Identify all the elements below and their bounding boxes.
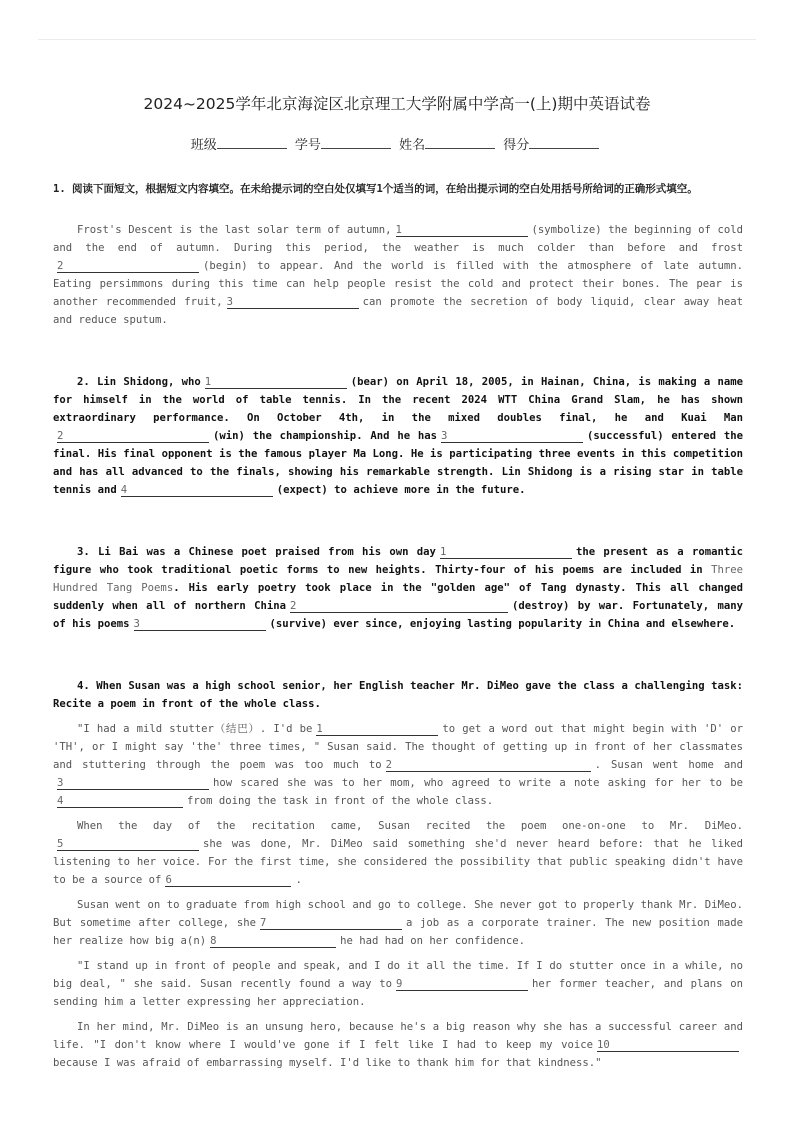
blank-10[interactable]: 10 — [597, 1039, 739, 1052]
name-label: 姓名 — [399, 138, 426, 153]
blank-1[interactable]: 1 — [205, 376, 347, 389]
text: When the day of the recitation came, Susan recited the poem one-on-one to Mr. DiMeo. — [77, 820, 743, 832]
blank-5[interactable]: 5 — [57, 838, 199, 851]
passage-1 — [53, 221, 743, 329]
passage-4-paragraph-1 — [53, 720, 743, 810]
text: (bear) on April 18, 2005, in Hainan, China, is making a name for himself in the world of table tennis. In the recent 2024 WTT China Grand Slam, he has shown extraordinary performance. On October 4th, in the mixed doubles final, he and Kuai Man — [53, 376, 743, 424]
blank-6[interactable]: 6 — [165, 874, 291, 887]
text: to get a word out that might begin with 'D' or 'TH', or I might say 'the' three times, " Susan said. The thought of getting up in front of her classmates and stuttering through the poem was too much to — [53, 723, 744, 771]
text: (begin) to appear. And the world is filled with the atmosphere of late autumn. Eating persimmons during this time can help people resist the cold and protect their bones. The pear is another recommended fruit, — [53, 260, 743, 308]
blank-4[interactable]: 4 — [121, 484, 273, 497]
blank-3[interactable]: 3 — [441, 430, 583, 443]
text: (survive) ever since, enjoying lasting popularity in China and elsewhere. — [269, 618, 736, 630]
blank-3[interactable]: 3 — [57, 777, 209, 790]
text: she was done, Mr. DiMeo said something she'd never heard before: that he liked listening to her voice. For the first time, she considered the possibility that public speaking didn't have to be a source of — [53, 838, 743, 886]
text: (successful) entered the final. His final opponent is the famous player Ma Long. He is participating three events in this competition and has all advanced to the finals, showing his remarkable strength. Lin Shidong is a rising star in table tennis and — [53, 430, 743, 496]
passage-4-paragraph-4 — [53, 957, 743, 1011]
blank-1[interactable]: 1 — [440, 546, 572, 559]
blank-1[interactable]: 1 — [396, 224, 528, 237]
passage-4 — [53, 677, 743, 1072]
text: "I had a mild stutter（结巴）. I'd be — [77, 723, 313, 735]
score-label: 得分 — [503, 138, 530, 153]
class-blank[interactable] — [217, 135, 287, 149]
text: can promote the secretion of body liquid, clear away heat and reduce sputum. — [53, 296, 743, 326]
text: (symbolize) the beginning of cold and the end of autumn. During this period, the weather is much colder than before and frost — [53, 224, 743, 254]
passage-3 — [53, 543, 743, 633]
passage-2 — [53, 373, 743, 499]
text: In her mind, Mr. DiMeo is an unsung hero, because he's a big reason why she has a successful career and life. "I don't know where I would've gone if I felt like I had to keep my voice — [53, 1021, 743, 1051]
text: a job as a corporate trainer. The new position made her realize how big a(n) — [53, 917, 743, 947]
passage-1-paragraph — [53, 221, 743, 329]
text: (destroy) by war. Fortunately, many of his poems — [53, 600, 743, 630]
passage-3-paragraph — [53, 543, 743, 633]
passage-4-paragraph-5 — [53, 1018, 743, 1072]
text: "I stand up in front of people and speak, and I do it all the time. If I do stutter once in a while, no big deal, " she said. Susan recently found a way to — [53, 960, 743, 990]
text: her former teacher, and plans on sending him a letter expressing her appreciation. — [53, 978, 743, 1008]
blank-1[interactable]: 1 — [316, 723, 438, 736]
blank-3[interactable]: 3 — [227, 296, 359, 309]
text: (expect) to achieve more in the future. — [276, 484, 526, 496]
blank-3[interactable]: 3 — [134, 618, 266, 631]
text: . — [295, 874, 302, 886]
section-instruction: 1. 阅读下面短文，根据短文内容填空。在未给提示词的空白处仅填写1个适当的词，在给出提示词的空白处用括号所给词的正确形式填空。 — [53, 183, 698, 195]
text: Frost's Descent is the last solar term of autumn, — [77, 224, 392, 236]
class-label: 班级 — [190, 138, 217, 153]
blank-8[interactable]: 8 — [210, 935, 336, 948]
text: because I was afraid of embarrassing myself. I'd like to thank him for that kindness." — [53, 1057, 602, 1069]
id-blank[interactable] — [321, 135, 391, 149]
blank-4[interactable]: 4 — [57, 795, 183, 808]
blank-2[interactable]: 2 — [57, 260, 199, 273]
passage-4-heading: 4. When Susan was a high school senior, her English teacher Mr. DiMeo gave the class a challenging task: Recite a poem in front of the whole class. — [53, 680, 743, 710]
text: Susan went on to graduate from high school and go to college. She never got to properly thank Mr. DiMeo. But sometime after college, she — [53, 899, 743, 929]
id-label: 学号 — [294, 138, 321, 153]
text: 3. Li Bai was a Chinese poet praised from his own day — [77, 546, 436, 558]
text: he had had on her confidence. — [340, 935, 526, 947]
passage-4-paragraph-3 — [53, 896, 743, 950]
page-title: 2024~2025学年北京海淀区北京理工大学附属中学高一(上)期中英语试卷 — [143, 95, 651, 113]
text: the present as a romantic figure who took traditional poetic forms to new heights. Thirty-four of his poems are included in — [53, 546, 743, 576]
book-title: Three Hundred Tang Poems — [53, 564, 743, 594]
passage-2-paragraph — [53, 373, 743, 499]
text: . His early poetry took place in the "golden age" of Tang dynasty. This all changed suddenly when all of northern China — [53, 582, 743, 612]
blank-9[interactable]: 9 — [396, 978, 528, 991]
blank-2[interactable]: 2 — [290, 600, 508, 613]
blank-2[interactable]: 2 — [386, 759, 591, 772]
text: how scared she was to her mom, who agreed to write a note asking for her to be — [213, 777, 743, 789]
text: 2. Lin Shidong, who — [77, 376, 201, 388]
blank-7[interactable]: 7 — [260, 917, 402, 930]
name-blank[interactable] — [425, 135, 495, 149]
score-blank[interactable] — [529, 135, 599, 149]
student-info-line — [0, 134, 794, 153]
passage-4-paragraph-2 — [53, 817, 743, 889]
text: from doing the task in front of the whole class. — [187, 795, 494, 807]
text: (win) the championship. And he has — [213, 430, 438, 442]
blank-2[interactable]: 2 — [57, 430, 209, 443]
text: . Susan went home and — [594, 759, 744, 771]
header-divider — [38, 39, 756, 40]
